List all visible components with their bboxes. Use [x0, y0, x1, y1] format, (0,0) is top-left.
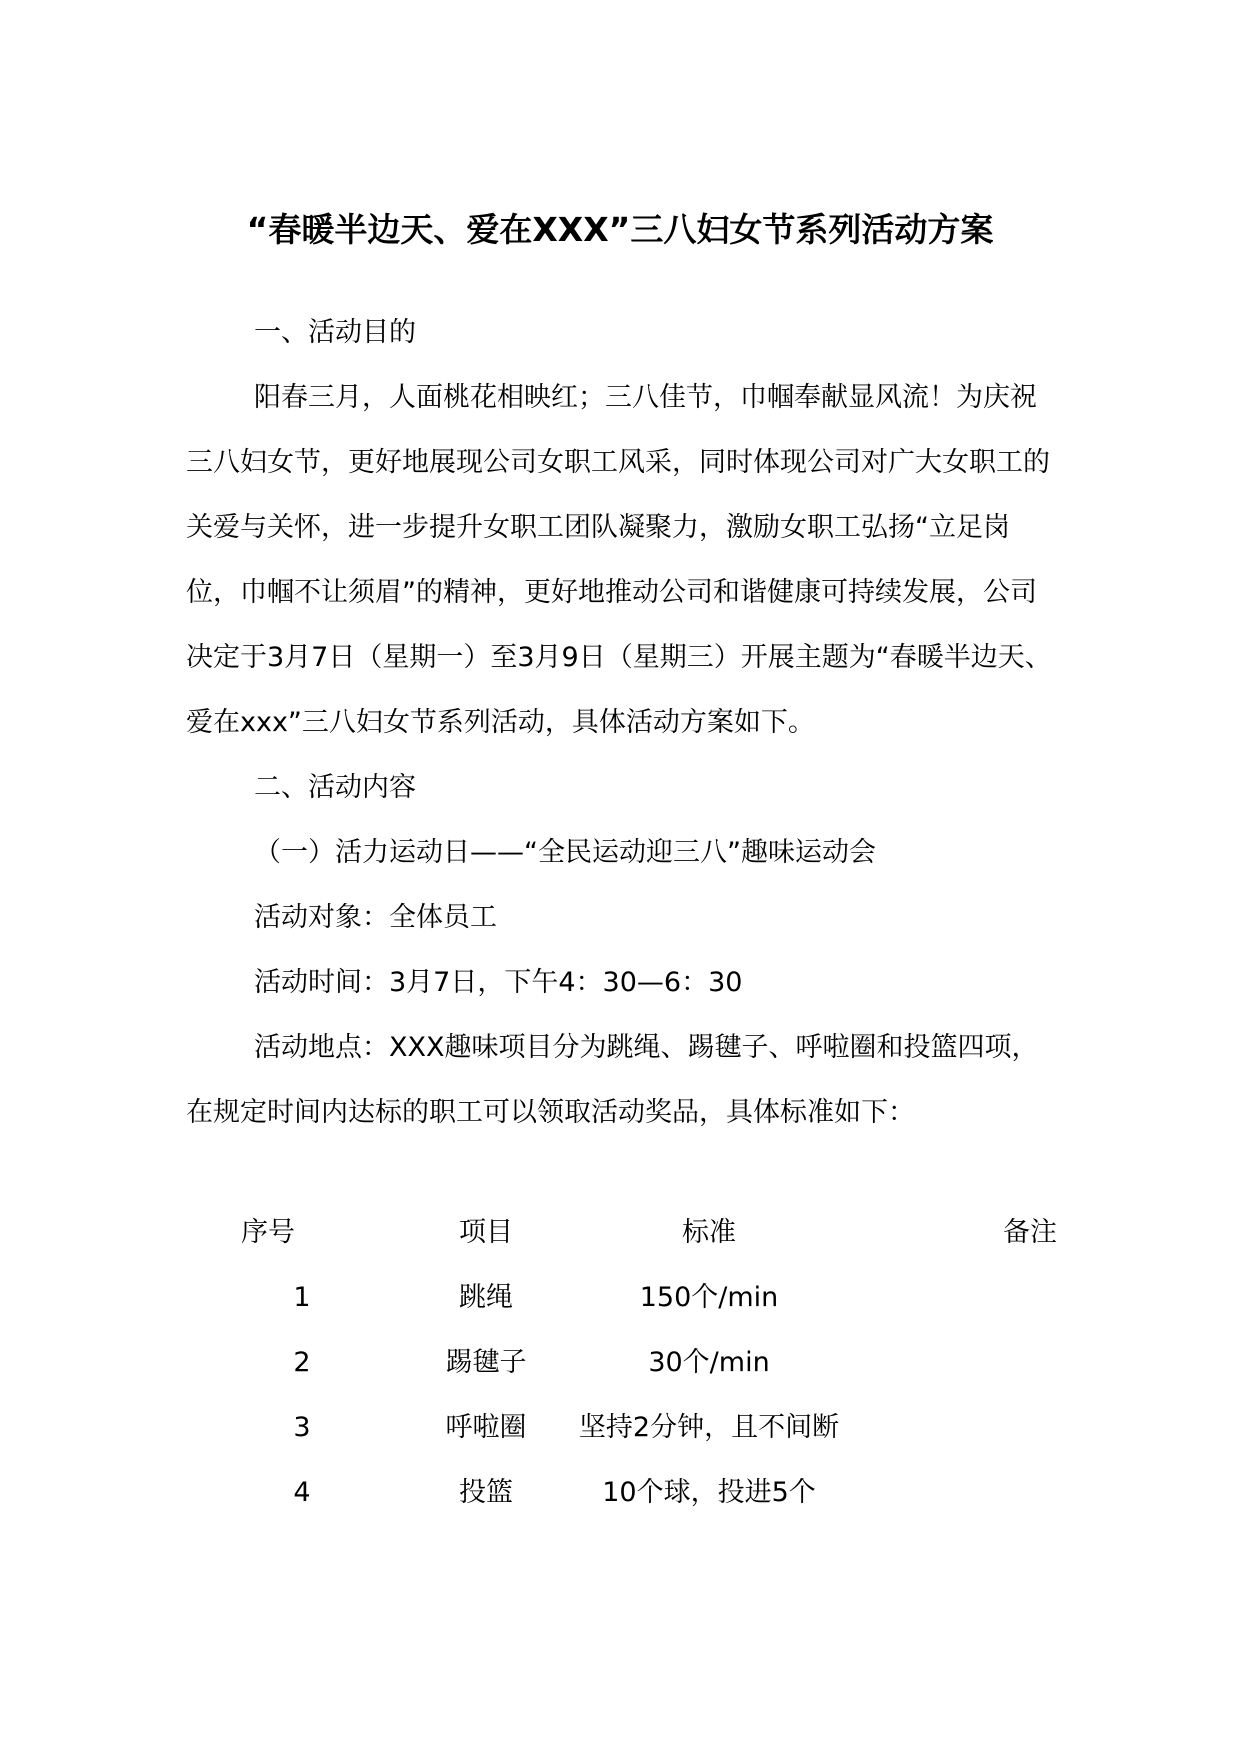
subsection-heading-sports-day: （一）活力运动日——“全民运动迎三八”趣味运动会 — [254, 837, 876, 868]
section-heading-purpose: 一、活动目的 — [254, 317, 416, 348]
activity-time-line: 活动时间：3月7日，下午4：30—6：30 — [254, 967, 743, 998]
table-row: 4 投篮 10个球，投进5个 — [293, 1477, 816, 1508]
document-body — [186, 300, 1056, 1145]
activity-location-paragraph: 活动地点：XXX趣味项目分为跳绳、踢毽子、呼啦圈和投篮四项，在规定时间内达标的职工可以领取活动奖品，具体标准如下： — [186, 1032, 1039, 1128]
document-title: “春暖半边天、爱在XXX”三八妇女节系列活动方案 — [246, 210, 994, 249]
table-row: 1 跳绳 150个/min — [293, 1282, 779, 1313]
table-row: 3 呼啦圈 坚持2分钟，且不间断 — [293, 1412, 840, 1443]
activity-target-line: 活动对象：全体员工 — [254, 902, 497, 933]
table-row: 2 踢毽子 30个/min — [293, 1347, 770, 1378]
purpose-paragraph: 阳春三月，人面桃花相映红；三八佳节，巾帼奉献显风流！为庆祝三八妇女节，更好地展现公司女职工风采，同时体现公司对广大女职工的关爱与关怀，进一步提升女职工团队凝聚力，激励女职工弘扬“立足岗位，巾帼不让须眉”的精神，更好地推动公司和谐健康可持续发展，公司决定于3月7日（星期一）至3月9日（星期三）开展主题为“春暖半边天、爱在xxx”三八妇女节系列活动，具体活动方案如下。 — [186, 382, 1052, 738]
section-heading-content: 二、活动内容 — [254, 772, 416, 803]
standards-table — [186, 1200, 1056, 1525]
table-header-row: 序号 项目 标准 备注 — [241, 1217, 1057, 1248]
